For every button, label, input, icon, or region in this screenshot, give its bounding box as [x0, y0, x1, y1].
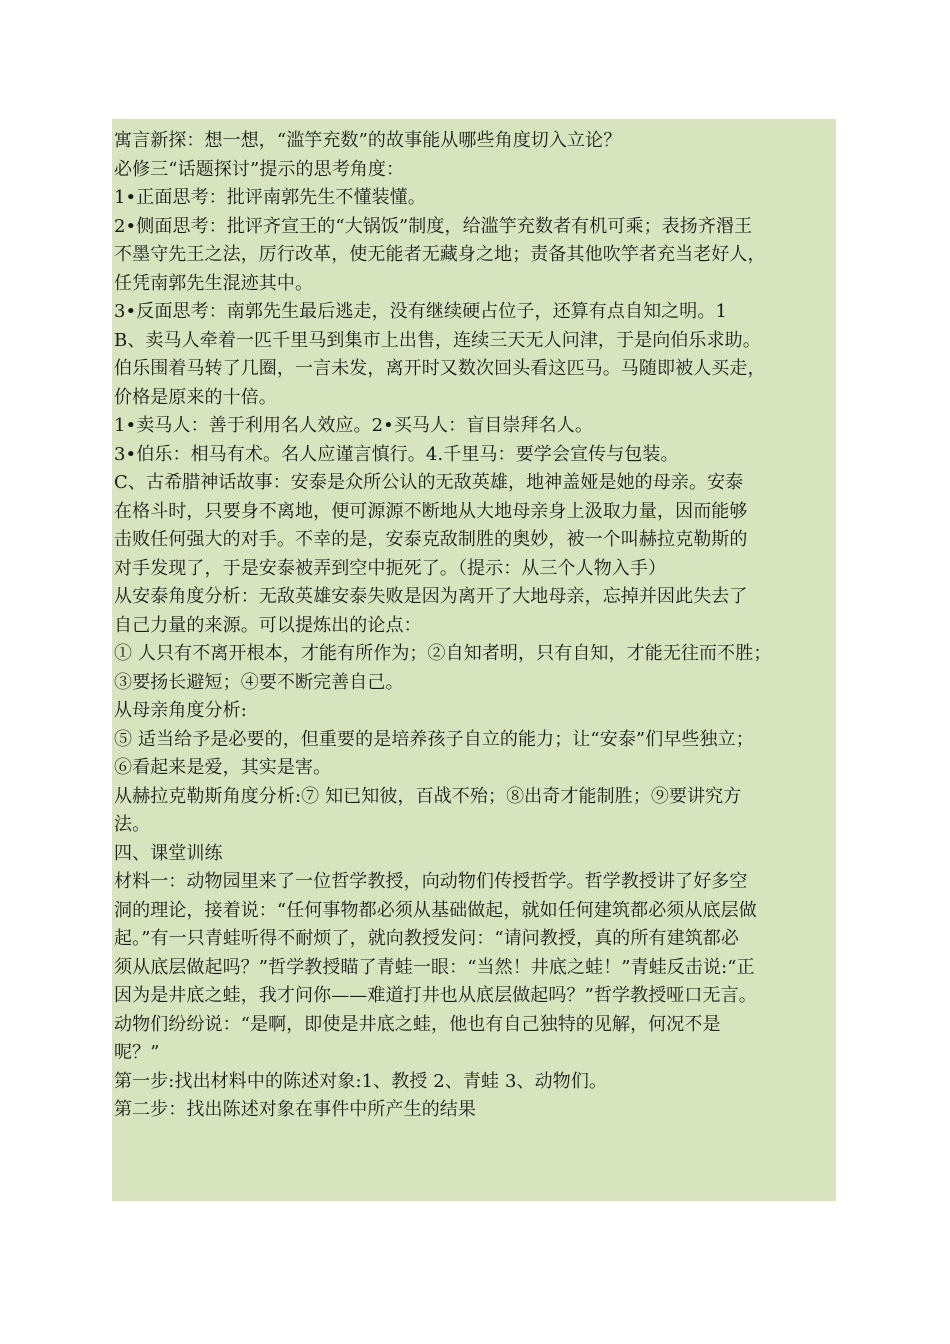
- text-line: 因为是井底之蛙，我才问你——难道打井也从底层做起吗？”哲学教授哑口无言。: [114, 985, 757, 1006]
- text-line: 对手发现了，于是安泰被弄到空中扼死了。（提示：从三个人物入手）: [114, 557, 667, 579]
- text-line: 第二步：找出陈述对象在事件中所产生的结果: [114, 1099, 476, 1120]
- text-line: 第一步:找出材料中的陈述对象:1、教授 2、青蛙 3、动物们。: [114, 1070, 608, 1092]
- text-line: 价格是原来的十倍。: [114, 386, 277, 408]
- text-line: ③要扬长避短；④要不断完善自己。: [114, 671, 404, 693]
- text-line: 1•正面思考：批评南郭先生不懂装懂。: [114, 187, 426, 208]
- text-line: 3•反面思考：南郭先生最后逃走，没有继续硬占位子，还算有点自知之明。1: [114, 301, 728, 322]
- text-line: 不墨守先王之法，厉行改革，使无能者无藏身之地；责备其他吹竽者充当老好人，: [114, 244, 766, 265]
- text-line: 任凭南郭先生混迹其中。: [114, 272, 314, 294]
- text-line: 伯乐围着马转了几圈，一言未发，离开时又数次回头看这匹马。马随即被人买走，: [114, 358, 766, 379]
- text-line: ⑤ 适当给予是必要的，但重要的是培养孩子自立的能力；让“安泰”们早些独立；: [114, 728, 754, 750]
- text-line: 四、课堂训练: [114, 842, 223, 864]
- text-line: 洞的理论，接着说：“任何事物都必须从基础做起，就如任何建筑都必须从底层做: [114, 899, 757, 921]
- text-line: 2•侧面思考：批评齐宣王的“大锅饭”制度，给滥竽充数者有机可乘；表扬齐湣王: [114, 215, 753, 237]
- text-line: B、卖马人牵着一匹千里马到集市上出售，连续三天无人问津，于是向伯乐求助。: [114, 329, 761, 351]
- text-line: 寓言新探：想一想，“滥竽充数”的故事能从哪些角度切入立论？: [114, 130, 622, 151]
- text-line: ⑥看起来是爱，其实是害。: [114, 757, 332, 778]
- text-line: 1•卖马人：善于利用名人效应。2•买马人：盲目崇拜名人。: [114, 415, 593, 436]
- text-line: 自己力量的来源。可以提炼出的论点：: [114, 614, 422, 636]
- highlighted-text-block: [112, 119, 836, 1201]
- text-line: 法。: [114, 814, 151, 835]
- text-line: 在格斗时，只要身不离地，便可源源不断地从大地母亲身上汲取力量，因而能够: [114, 500, 748, 522]
- text-line: 材料一：动物园里来了一位哲学教授，向动物们传授哲学。哲学教授讲了好多空: [114, 871, 748, 892]
- text-line: ① 人只有不离开根本，才能有所作为；②自知者明，只有自知，才能无往而不胜；: [114, 643, 772, 664]
- text-line: 起。”有一只青蛙听得不耐烦了，就向教授发问：“请问教授，真的所有建筑都必: [114, 928, 740, 949]
- text-line: 从赫拉克勒斯角度分析:⑦ 知已知彼，百战不殆；⑧出奇才能制胜；⑨要讲究方: [114, 785, 742, 807]
- text-line: 3•伯乐：相马有术。名人应谨言慎行。4.千里马：要学会宣传与包装。: [114, 443, 679, 465]
- text-line: 呢？”: [114, 1042, 160, 1063]
- text-line: 动物们纷纷说：“是啊，即使是井底之蛙，他也有自己独特的见解，何况不是: [114, 1013, 721, 1035]
- text-line: 必修三“话题探讨”提示的思考角度：: [114, 158, 405, 180]
- text-line: 击败任何强大的对手。不幸的是，安泰克敌制胜的奥妙，被一个叫赫拉克勒斯的: [114, 529, 748, 550]
- text-line: 须从底层做起吗？”哲学教授瞄了青蛙一眼：“当然！井底之蛙！”青蛙反击说:“正: [114, 956, 755, 978]
- text-line: 从安泰角度分析：无敌英雄安泰失败是因为离开了大地母亲，忘掉并因此失去了: [114, 586, 748, 607]
- text-line: 从母亲角度分析:: [114, 700, 247, 721]
- text-line: C、古希腊神话故事：安泰是众所公认的无敌英雄，地神盖娅是她的母亲。安泰: [114, 472, 744, 493]
